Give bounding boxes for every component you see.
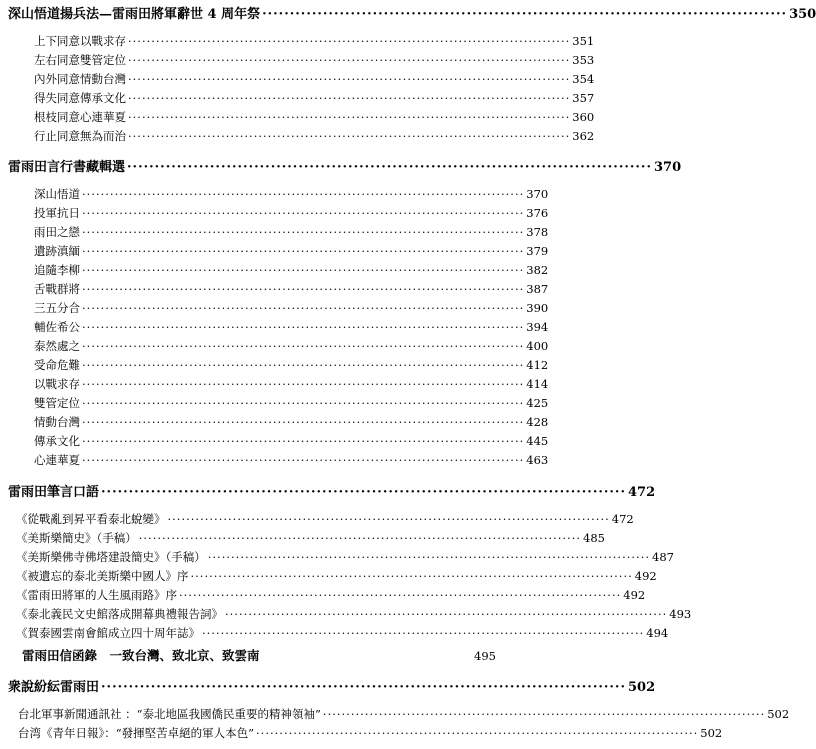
dot-leader: ······························································································· (82, 206, 525, 220)
dot-leader: ······························································································· (82, 434, 525, 448)
section-title: 衆說紛紜雷雨田 (8, 680, 100, 695)
dot-leader: ······························································································· (179, 588, 622, 602)
entry-title: 行止同意 (34, 129, 80, 143)
entry-title: 《泰北義民文史館落成開幕典禮報告詞》 (16, 607, 223, 621)
dot-leader: ······························································································· (82, 263, 525, 277)
dot-leader: ······························································································· (82, 301, 525, 315)
entry-title: 舌戰群將 (34, 282, 80, 296)
toc-entry (16, 626, 669, 640)
page-number: 350 (789, 7, 816, 22)
entry-title: 根枝同意 (34, 110, 80, 124)
page-number: 370 (653, 160, 682, 175)
toc-entry (18, 726, 723, 740)
dot-leader: ······························································································· (207, 550, 651, 564)
toc-entry (34, 34, 595, 48)
toc-entry (34, 187, 549, 201)
page-number: 382 (526, 263, 549, 277)
dot-leader: ······························································································· (128, 129, 571, 143)
section-heading (8, 160, 682, 175)
page-number: 472 (611, 512, 634, 526)
entry-title: 心連華夏 (34, 453, 80, 467)
dot-leader: ······························································································· (128, 91, 571, 105)
page-number: 485 (583, 531, 605, 545)
toc-entry (16, 607, 692, 621)
page-number: 354 (572, 72, 595, 86)
page-number: 494 (646, 626, 669, 640)
entry-title: 《雷雨田將軍的人生風雨路》序 (16, 588, 177, 602)
letters-entry (22, 650, 496, 663)
toc-entry (34, 282, 549, 296)
dot-leader: ······························································································· (128, 53, 571, 67)
page-number: 428 (526, 415, 549, 429)
page-number: 425 (526, 396, 549, 410)
dot-leader: ······························································································· (82, 415, 525, 429)
entry-title: 台湾《青年日報》：“發揮堅苦卓絕的軍人本色” (18, 726, 255, 740)
toc-entry (34, 91, 595, 105)
page-number: 492 (623, 588, 646, 602)
dot-leader: ······························································································· (190, 569, 633, 583)
entry-title: 深山悟道 (34, 187, 80, 201)
page-number: 351 (572, 34, 595, 48)
page-number: 495 (474, 649, 496, 663)
dot-leader: ······························································································· (82, 244, 525, 258)
section-title: 雷雨田言行書藏輯選 (8, 160, 126, 175)
dot-leader: ······························································································· (128, 110, 571, 124)
dot-leader: ······························································································· (202, 626, 645, 640)
toc-entry (34, 339, 549, 353)
page-number: 412 (526, 358, 549, 372)
toc-entry (34, 110, 595, 124)
page-number: 387 (526, 282, 549, 296)
dot-leader: ······························································································· (262, 7, 788, 22)
entry-subtitle: 心連華夏 (80, 110, 126, 124)
toc-entry (34, 434, 549, 448)
page-number: 370 (526, 187, 549, 201)
page-number: 378 (526, 225, 549, 239)
section-title: 深山悟道揚兵法—雷雨田將軍辭世 4 周年祭 (8, 7, 261, 22)
entry-title: 泰然處之 (34, 339, 80, 353)
dot-leader: ······························································································· (101, 485, 626, 500)
entry-title: 雨田之戀 (34, 225, 80, 239)
entry-title: 得失同意 (34, 91, 80, 105)
page-number: 472 (627, 485, 656, 500)
dot-leader: ······························································································· (138, 531, 582, 545)
entry-subtitle: 無為而治 (80, 129, 126, 143)
page-number: 362 (572, 129, 595, 143)
page-number: 414 (526, 377, 549, 391)
toc-entry (34, 377, 549, 391)
toc-entry (16, 588, 646, 602)
entry-title: 左右同意 (34, 53, 80, 67)
page-number: 394 (526, 320, 549, 334)
dot-leader: ······························································································· (322, 707, 766, 721)
page-number: 502 (700, 726, 723, 740)
entry-subtitle: 以戰求存 (80, 34, 126, 48)
toc-entry (16, 512, 634, 526)
toc-entry (16, 550, 674, 564)
dot-spacer: · (261, 648, 267, 663)
section-heading (8, 485, 656, 500)
page-number: 360 (572, 110, 595, 124)
entry-title: 雷雨田信函錄 一致台灣、致北京、致雲南 (22, 648, 260, 663)
entry-title: 投軍抗日 (34, 206, 80, 220)
toc-entry (34, 453, 549, 467)
page-number: 502 (627, 680, 656, 695)
entry-title: 台北軍事新聞通訊社 ：“泰北地區我國僑民重要的精神領袖” (18, 707, 321, 721)
dot-leader: ······························································································· (82, 339, 525, 353)
dot-leader: ······························································································· (82, 377, 525, 391)
page-number: 353 (572, 53, 595, 67)
page-number: 502 (767, 707, 790, 721)
dot-leader: ······························································································· (82, 225, 525, 239)
entry-title: 遺跡滇緬 (34, 244, 80, 258)
dot-leader: ······························································································· (82, 396, 525, 410)
toc-entry (34, 206, 549, 220)
toc-entry (34, 263, 549, 277)
entry-title: 內外同意 (34, 72, 80, 86)
toc-entry (34, 72, 595, 86)
dot-leader: ······························································································· (82, 320, 525, 334)
entry-subtitle: 情動台灣 (80, 72, 126, 86)
entry-title: 輔佐希公 (34, 320, 80, 334)
dot-leader: ······························································································· (127, 160, 652, 175)
entry-subtitle: 傳承文化 (80, 91, 126, 105)
dot-leader: ······························································································· (101, 680, 626, 695)
page-number: 492 (634, 569, 657, 583)
entry-title: 《美斯樂簡史》（手稿） (16, 531, 137, 545)
entry-title: 《從戰亂到昇平看泰北蛻變》 (16, 512, 166, 526)
toc-entry (34, 358, 549, 372)
page-number: 376 (526, 206, 549, 220)
dot-leader: ······························································································· (82, 358, 525, 372)
page-number: 445 (526, 434, 549, 448)
dot-leader: ······························································································· (225, 607, 668, 621)
toc-entry (16, 569, 657, 583)
dot-leader: ······························································································· (128, 72, 571, 86)
entry-title: 《賀泰國雲南會館成立四十周年誌》 (16, 626, 200, 640)
section-heading (8, 680, 656, 695)
dot-leader: ······························································································· (82, 282, 525, 296)
entry-title: 情動台灣 (34, 415, 80, 429)
dot-leader: ······························································································· (82, 187, 525, 201)
toc-entry (34, 415, 549, 429)
toc-entry (34, 320, 549, 334)
page-number: 400 (526, 339, 549, 353)
toc-entry (18, 707, 790, 721)
entry-title: 三五分合 (34, 301, 80, 315)
entry-title: 上下同意 (34, 34, 80, 48)
toc-entry (16, 531, 605, 545)
toc-entry (34, 301, 549, 315)
entry-title: 以戰求存 (34, 377, 80, 391)
page-number: 463 (526, 453, 549, 467)
toc-entry (34, 53, 595, 67)
toc-entry (34, 244, 549, 258)
entry-title: 《美斯樂佛寺佛塔建設簡史》（手稿） (16, 550, 206, 564)
toc-entry (34, 225, 549, 239)
entry-subtitle: 雙管定位 (80, 53, 126, 67)
page-number: 493 (669, 607, 692, 621)
page-number: 357 (572, 91, 595, 105)
page-number: 487 (652, 550, 674, 564)
entry-title: 追隨李柳 (34, 263, 80, 277)
page-number: 390 (526, 301, 549, 315)
dot-leader: ······························································································· (167, 512, 610, 526)
toc-entry (34, 396, 549, 410)
entry-title: 雙管定位 (34, 396, 80, 410)
section-heading (8, 7, 816, 22)
dot-leader: ······························································································· (128, 34, 571, 48)
entry-title: 傳承文化 (34, 434, 80, 448)
dot-leader: ······························································································· (82, 453, 525, 467)
section-title: 雷雨田筆言口語 (8, 485, 100, 500)
entry-title: 《被遺忘的泰北美斯樂中國人》序 (16, 569, 189, 583)
dot-leader: ······························································································· (256, 726, 699, 740)
page-number: 379 (526, 244, 549, 258)
entry-title: 受命危難 (34, 358, 80, 372)
toc-entry (34, 129, 595, 143)
